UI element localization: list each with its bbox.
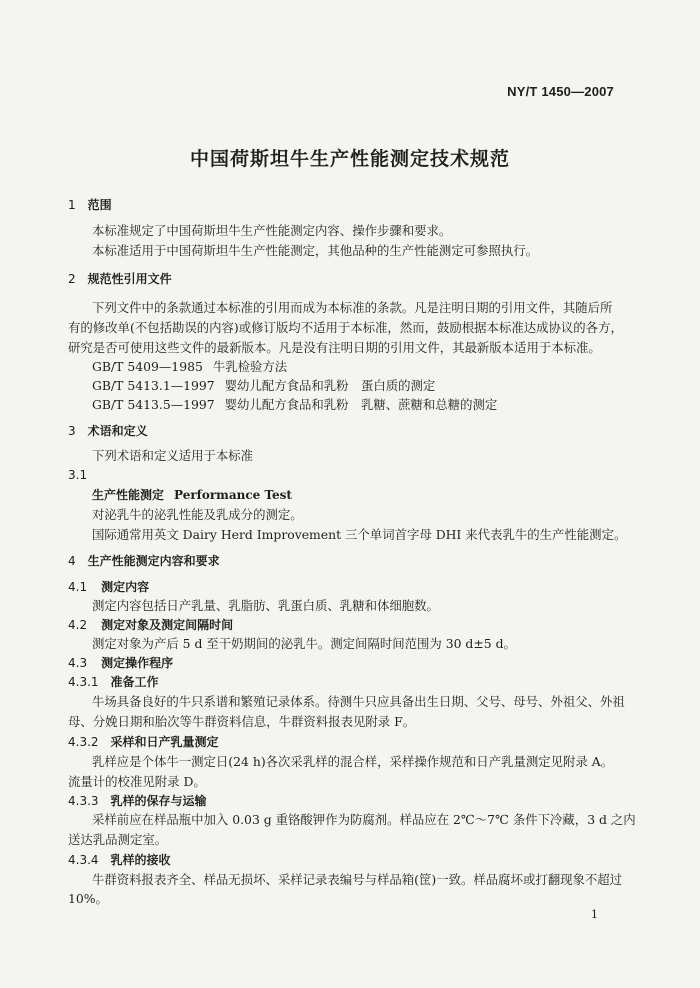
sub-subsection-heading: 4.3.3 乳样的保存与运输 <box>68 794 207 808</box>
paragraph-line: 下列文件中的条款通过本标准的引用而成为本标准的条款。凡是注明日期的引用文件，其随后所 <box>92 300 613 315</box>
subsection-heading: 4.1 测定内容 <box>68 580 150 594</box>
paragraph-line: 10%。 <box>68 891 108 906</box>
term-heading <box>92 487 292 503</box>
paragraph-line: 测定内容包括日产乳量、乳脂肪、乳蛋白质、乳糖和体细胞数。 <box>92 598 439 613</box>
paragraph-line: 本标准规定了中国荷斯坦牛生产性能测定内容、操作步骤和要求。 <box>92 223 452 238</box>
reference-code: GB/T 5409—1985 <box>92 359 203 374</box>
paragraph-line: 流量计的校准见附录 D。 <box>68 774 206 789</box>
reference-item <box>92 397 497 413</box>
reference-title: 婴幼儿配方食品和乳粉 乳糖、蔗糖和总糖的测定 <box>224 397 498 412</box>
section-title: 范围 <box>87 198 112 212</box>
subsection-heading: 4.2 测定对象及测定间隔时间 <box>68 618 234 632</box>
paragraph-line: 研究是否可使用这些文件的最新版本。凡是没有注明日期的引用文件，其最新版本适用于本标准。 <box>68 340 601 355</box>
reference-code: GB/T 5413.5—1997 <box>92 397 215 412</box>
paragraph-line: 送达乳品测定室。 <box>68 832 168 847</box>
paragraph-line: 牛场具备良好的牛只系谱和繁殖记录体系。待测牛只应具备出生日期、父号、母号、外祖父、外祖 <box>92 694 625 709</box>
section-number: 1 <box>68 198 76 212</box>
paragraph-line: 测定对象为产后 5 d 至干奶期间的泌乳牛。测定间隔时间范围为 30 d±5 d。 <box>92 636 516 651</box>
section-number: 3 <box>68 424 76 438</box>
section-number: 4 <box>68 554 76 568</box>
reference-title: 牛乳检验方法 <box>212 359 288 374</box>
paragraph-line: 本标准适用于中国荷斯坦牛生产性能测定，其他品种的生产性能测定可参照执行。 <box>92 243 539 258</box>
term-english: Performance Test <box>174 488 292 502</box>
paragraph-line: 下列术语和定义适用于本标准 <box>92 448 254 463</box>
sub-subsection-heading: 4.3.4 乳样的接收 <box>68 853 171 867</box>
reference-title: 婴幼儿配方食品和乳粉 蛋白质的测定 <box>224 378 436 393</box>
section-title: 生产性能测定内容和要求 <box>87 554 220 568</box>
section-4-heading <box>68 553 220 569</box>
sub-subsection-heading: 4.3.2 采样和日产乳量测定 <box>68 735 219 749</box>
section-2-heading <box>68 271 172 287</box>
sub-subsection-heading: 4.3.1 准备工作 <box>68 675 159 689</box>
section-title: 规范性引用文件 <box>87 272 172 286</box>
subsection-3-1-number: 3.1 <box>68 468 88 482</box>
term-chinese: 生产性能测定 <box>92 488 165 502</box>
section-number: 2 <box>68 272 76 286</box>
section-1-heading <box>68 197 112 213</box>
paragraph-line: 乳样应是个体牛一测定日(24 h)各次采乳样的混合样，采样操作规范和日产乳量测定见附录 A。 <box>92 754 614 769</box>
paragraph-line: 采样前应在样品瓶中加入 0.03 g 重铬酸钾作为防腐剂。样品应在 2℃～7℃ 条件下冷藏，3 d 之内 <box>92 812 636 827</box>
paragraph-line: 母、分娩日期和胎次等牛群资料信息，牛群资料报表见附录 F。 <box>68 714 416 729</box>
page-number: 1 <box>591 908 598 921</box>
standard-code: NY/T 1450—2007 <box>507 84 614 99</box>
reference-item <box>92 359 287 375</box>
reference-code: GB/T 5413.1—1997 <box>92 378 215 393</box>
paragraph-line: 国际通常用英文 Dairy Herd Improvement 三个单词首字母 DHI 来代表乳牛的生产性能测定。 <box>92 527 627 542</box>
document-title: 中国荷斯坦牛生产性能测定技术规范 <box>189 148 510 170</box>
reference-item <box>92 378 435 394</box>
subsection-heading: 4.3 测定操作程序 <box>68 656 174 670</box>
paragraph-line: 对泌乳牛的泌乳性能及乳成分的测定。 <box>92 507 303 522</box>
section-title: 术语和定义 <box>87 424 148 438</box>
paragraph-line: 牛群资料报表齐全、样品无损坏、采样记录表编号与样品箱(筐)一致。样品腐坏或打翻现象不超过 <box>92 872 623 887</box>
paragraph-line: 有的修改单(不包括勘误的内容)或修订版均不适用于本标准，然而，鼓励根据本标准达成协议的各方， <box>68 320 623 335</box>
section-3-heading <box>68 423 148 439</box>
